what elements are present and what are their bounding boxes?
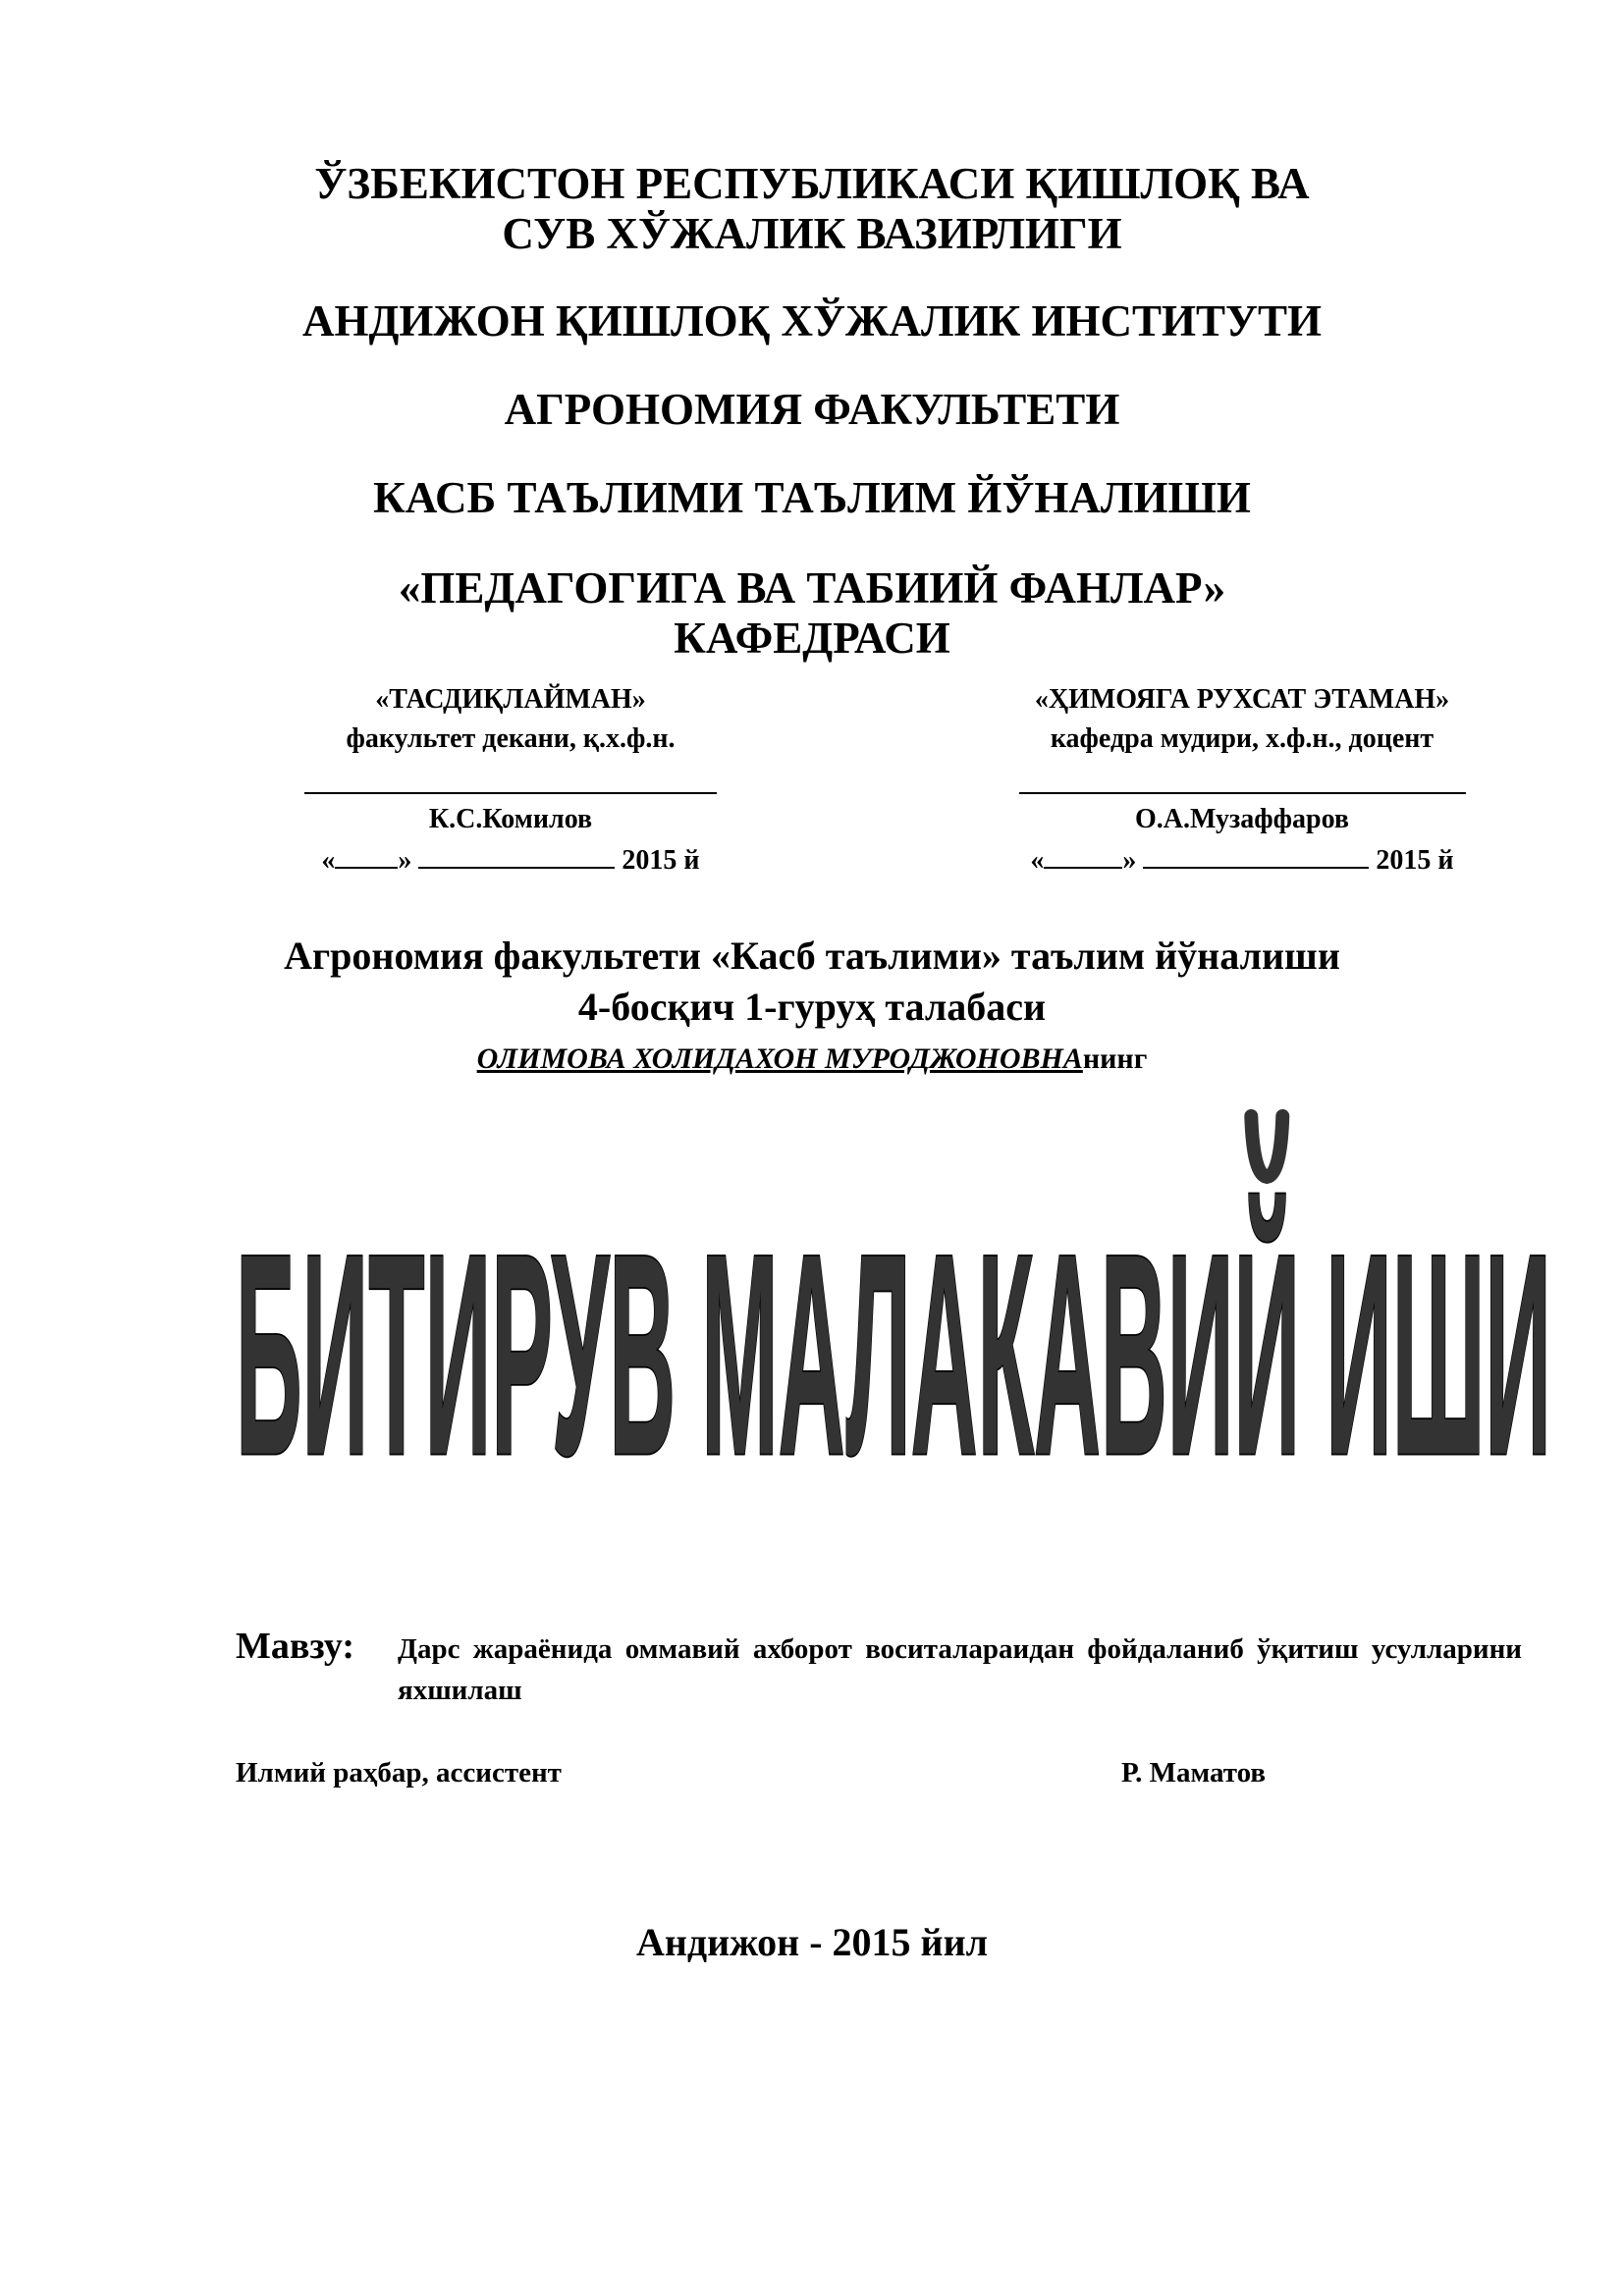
approval-left-name: К.С.Комилов	[428, 804, 593, 834]
student-name-row	[0, 1038, 1624, 1081]
day-blank	[335, 839, 398, 869]
approval-right-date	[987, 839, 1497, 879]
approval-right-position: кафедра мудири, х.ф.н., доцент	[1050, 723, 1435, 754]
supervisor-name: Р. Маматов	[1121, 1757, 1267, 1789]
faculty-name: АГРОНОМИЯ ФАКУЛЬТЕТИ	[504, 385, 1120, 434]
student-name: ОЛИМОВА ХОЛИДАХОН МУРОДЖОНОВНА	[476, 1042, 1083, 1075]
topic-label: Мавзу:	[236, 1626, 355, 1667]
department-line-1: «ПЕДАГОГИГА ВА ТАБИИЙ ФАНЛАР»	[398, 563, 1226, 613]
supervisor-role: Илмий раҳбар, ассистент	[236, 1757, 562, 1789]
month-blank	[418, 839, 615, 869]
approval-right-name: О.А.Музаффаров	[1134, 804, 1350, 834]
breve-mark	[1251, 1116, 1282, 1177]
student-line-1: Агрономия факультети «Касб таълими» таълим йўналиши	[284, 934, 1340, 978]
ministry-line-2: СУВ ХЎЖАЛИК ВАЗИРЛИГИ	[502, 209, 1122, 258]
work-title: БИТИРУВ МАЛАКАВИЙ ИШИ	[236, 1194, 1551, 1515]
date-quote-close: »	[398, 845, 412, 876]
approval-right	[987, 680, 1497, 879]
date-quote-open: «	[321, 845, 336, 876]
date-quote-close: »	[1122, 845, 1137, 876]
topic-text: Дарс жараёнида оммавий ахборот воситалараидан фойдаланиб ўқитиш усулларини яхшилаш	[398, 1633, 1522, 1706]
place-year: Андижон - 2015 йил	[635, 1920, 989, 1964]
approval-left-heading: «ТАСДИҚЛАЙМАН»	[375, 684, 646, 715]
approval-left	[295, 680, 727, 879]
direction-name: КАСБ ТАЪЛИМИ ТАЪЛИМ ЙЎНАЛИШИ	[373, 473, 1251, 522]
work-title-art	[226, 1104, 1561, 1566]
approval-left-year: 2015 й	[622, 845, 700, 876]
approval-left-date	[295, 839, 727, 879]
date-quote-open: «	[1030, 845, 1045, 876]
approval-right-heading: «ҲИМОЯГА РУХСАТ ЭТАМАН»	[1034, 684, 1450, 715]
student-name-suffix: нинг	[1082, 1042, 1148, 1075]
institute-name: АНДИЖОН ҚИШЛОҚ ХЎЖАЛИК ИНСТИТУТИ	[301, 296, 1323, 346]
approval-left-position: факультет декани, қ.х.ф.н.	[346, 723, 676, 754]
month-blank	[1143, 839, 1369, 869]
student-line-2: 4-босқич 1-гуруҳ талабаси	[577, 985, 1047, 1029]
department-line-2: КАФЕДРАСИ	[674, 614, 950, 663]
approval-right-year: 2015 й	[1376, 845, 1454, 876]
ministry-line-1: ЎЗБЕКИСТОН РЕСПУБЛИКАСИ ҚИШЛОҚ ВА	[314, 159, 1310, 208]
day-blank	[1044, 839, 1122, 869]
